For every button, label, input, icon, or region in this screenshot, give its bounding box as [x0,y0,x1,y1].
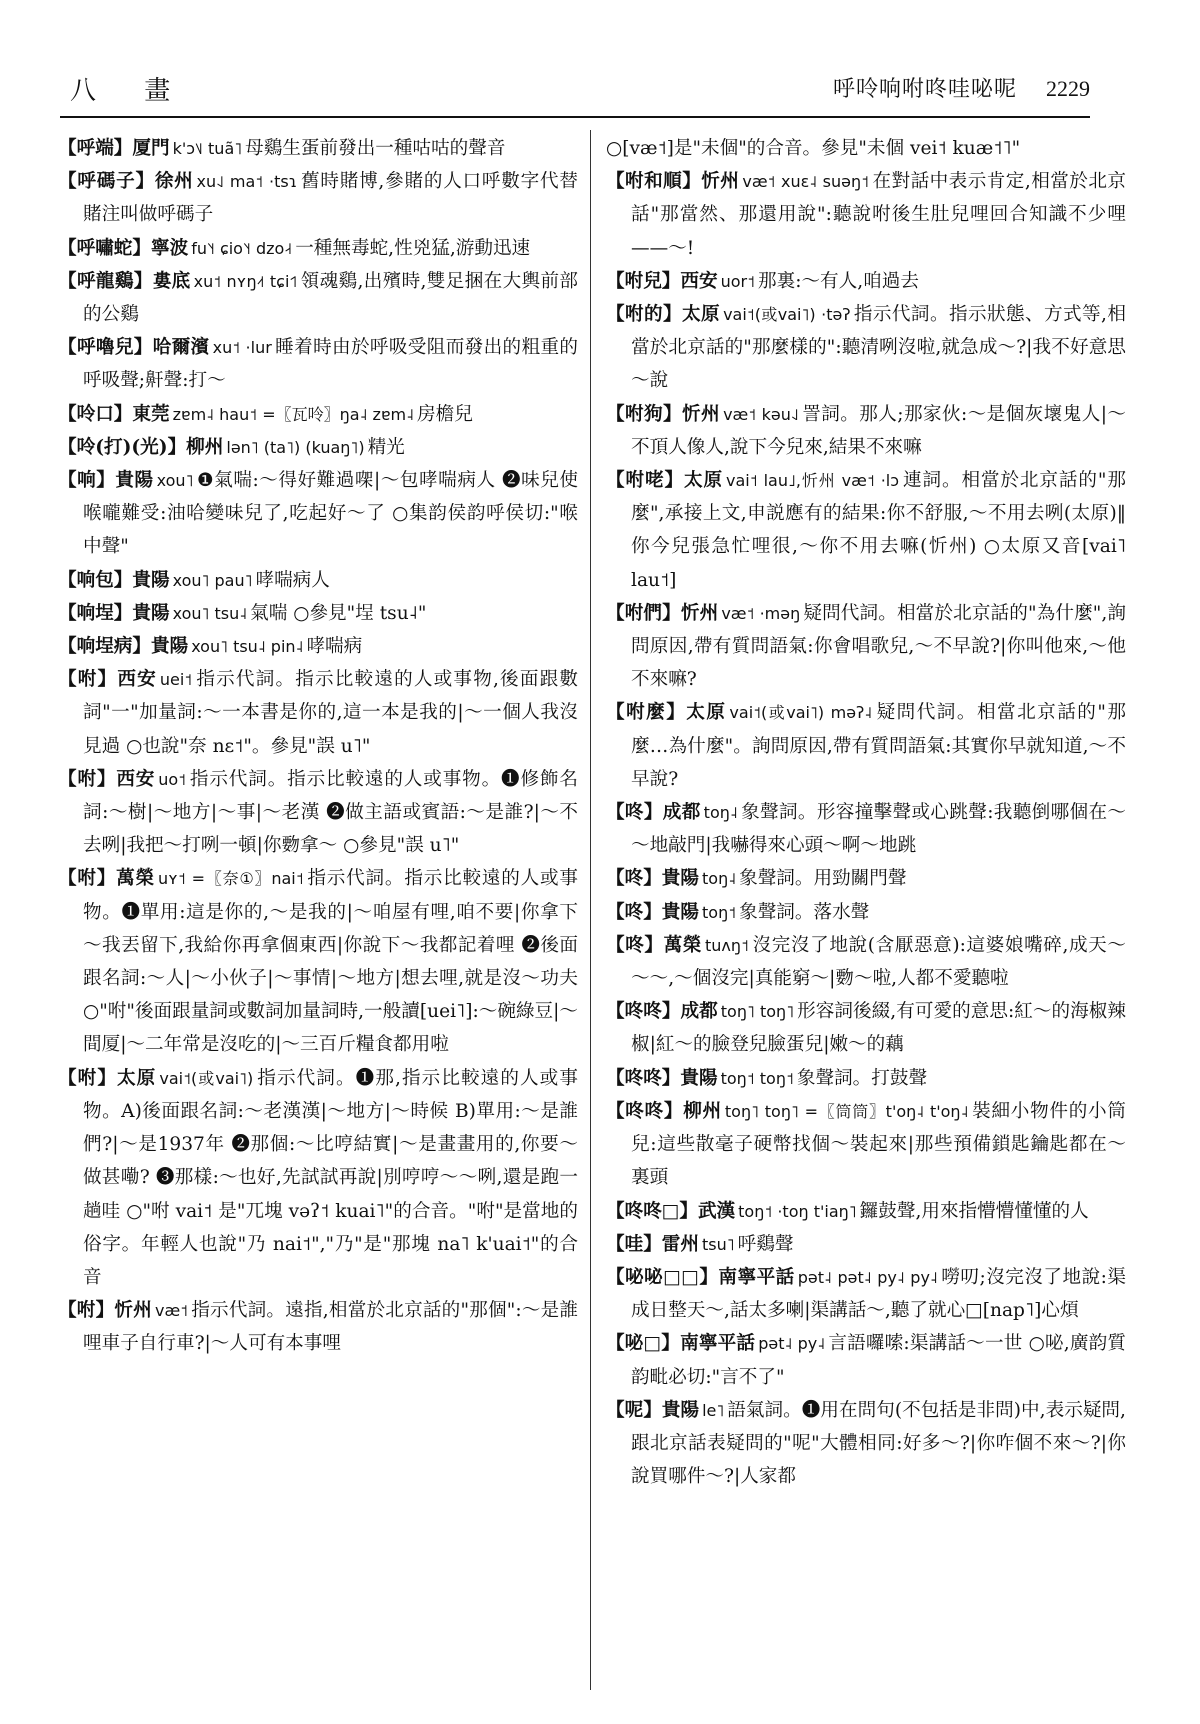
entry-definition: 領魂鷄,出殯時,雙足捆在大輿前部的公鷄 [83,270,578,326]
dictionary-entry [606,398,1126,464]
entry-phonetic: væ˦ ·məŋ [721,603,801,623]
entry-headword: 【咚咚】 [606,1067,681,1089]
entry-phonetic: uʏ˦ =〖奈①〗nai˦ [157,869,304,889]
entry-definition: 語氣詞。❶用在問句(不包括是非問)中,表示疑問,跟北京話表疑問的"呢"大體相同:好多～?|你咋個不來～?|你說買哪件～?|人家都 [631,1399,1126,1488]
dictionary-entry [606,1327,1126,1393]
entry-definition: 象聲詞。落水聲 [739,901,870,923]
entry-phonetic: toŋ˥ toŋ˥ =〖筒筒〗t'oŋ˨ t'oŋ˨ [724,1101,969,1121]
dictionary-entry [606,995,1126,1061]
entry-dialect: 成都 [680,1001,718,1023]
entry-dialect: 西安 [680,270,718,292]
entry-headword: 【呼端】 [58,138,133,159]
entry-dialect: 萬榮 [663,934,702,956]
entry-dialect: 貴陽 [661,901,699,923]
dictionary-entry [58,232,578,265]
dictionary-entry [606,165,1126,265]
entry-dialect: 寧波 [150,237,189,259]
entry-dialect: 哈爾濱 [152,337,210,359]
entry-phonetic: toŋ˦ ·toŋ t'iaŋ˥ [738,1201,857,1221]
entry-headword: 【咐兒】 [606,270,681,292]
entry-headword: 【咇□】 [606,1333,681,1355]
entry-headword: 【咚咚】 [606,1100,684,1122]
entry-phonetic: xu˨˩ ma˦ ·tsɿ [196,172,298,192]
dictionary-entry [606,1062,1126,1095]
entry-phonetic: toŋ˦ toŋ˦ [720,1068,794,1088]
dictionary-entry [58,165,578,231]
dictionary-entry [58,331,578,397]
dictionary-entry [606,929,1126,995]
entry-definition: 舊時賭博,參賭的人口呼數字代替賭注叫做呼碼子 [83,171,578,226]
entry-phonetic: uo˦ [158,769,187,789]
entry-definition: 一種無毒蛇,性兇猛,游動迅速 [295,237,531,259]
dictionary-entry [606,796,1126,862]
entry-definition: 在對話中表示肯定,相當於北京話"那當然、那還用說":聽說咐後生肚兒哩回合知識不少哩——～! [631,171,1126,259]
entry-phonetic: væ˦ xuɛ˨ suəŋ˦ [742,172,870,192]
dictionary-entry [606,464,1126,597]
dictionary-entry [58,398,578,431]
entry-definition: 母鷄生蛋前發出一種咕咕的聲音 [245,138,506,159]
entry-headword: 【咚】 [606,802,663,824]
entry-phonetic: fu˥˧ ɕio˥˧ dzo˨˧ [191,238,293,258]
entry-phonetic: xu˦ ·lur [212,338,272,358]
entry-headword: 【咚】 [606,868,662,890]
entry-headword: 【响埕】 [58,602,133,624]
entry-phonetic: lən˥ (ta˥) (kuaŋ˥) [226,437,365,457]
dictionary-entry [606,696,1126,796]
entry-definition: 嘮叨;沒完沒了地說:渠成日整天～,話太多喇|渠講話～,聽了就心□[nap˥]心煩 [631,1266,1126,1322]
dictionary-entry [606,1095,1126,1195]
entry-definition: 指示代詞。❶那,指示比較遠的人或事物。A)後面跟名詞:～老漢漢|～地方|～時候 B)單用:～是誰們?|～是1937年 ❷那個:～比哼結實|～是畫畫用的,你要～做甚嘞? ❸那樣:～也好,先試試再說|別哼哼～～咧,還是跑一趟哇 ○"咐 vai˦ 是"兀塊 vəʔ˦ kuai˥"的合音。"咐"是當地的俗字。年輕人也說"乃 nai˦","乃"是"那塊 na˥ k'uai˦"的合音 [83,1067,578,1288]
entry-headword: 【响】 [58,470,116,492]
entry-definition: 沒完沒了地說(含厭惡意):這婆娘嘴碎,成天～～～,～個沒完|真能窮～|覅～啦,人都不愛聽啦 [631,934,1126,990]
dictionary-entry [606,597,1126,697]
dictionary-entry [606,1261,1126,1327]
entry-definition: 睡着時由於呼吸受阻而發出的粗重的呼吸聲;鼾聲:打～ [83,337,578,392]
right-column [606,132,1126,1692]
entry-dialect: 西安 [116,768,156,790]
entry-phonetic: væ˦ kəu˨˩ [723,404,799,424]
entry-headword: 【呤(打)(光)】 [58,436,187,458]
entry-dialect: 忻州 [682,403,721,425]
entry-headword: 【咐們】 [606,602,681,624]
entry-definition: 哮喘病人 [255,569,330,591]
entry-headword: 【呢】 [606,1399,662,1421]
entry-headword: 【哇】 [606,1233,662,1255]
entry-headword: 【咚】 [606,934,664,956]
dictionary-entry [606,1228,1126,1261]
entry-headword: 【响埕病】 [58,636,151,658]
entry-dialect: 忻州 [701,171,740,193]
dictionary-entry [58,564,578,597]
dictionary-entry [58,597,578,630]
entry-dialect: 柳州 [683,1100,722,1122]
entry-phonetic: le˥ [702,1400,725,1420]
dictionary-entry [606,862,1126,895]
column-divider [590,130,591,1690]
entry-headword: 【咐麼】 [606,702,687,724]
entry-dialect: 貴陽 [132,569,170,591]
entry-phonetic: toŋ˨ [702,869,737,889]
entry-headword: 【响包】 [58,569,133,591]
entry-definition: 象聲詞。形容撞擊聲或心跳聲:我聽倒哪個在～～地敲門|我嚇得來心頭～啊～地跳 [631,802,1126,857]
entry-definition: 指示代詞。指示比較遠的人或事物。❶修飾名詞:～樹|～地方|～事|～老漢 ❷做主語或賓語:～是誰?|～不去咧|我把～打咧一頓|你覅拿～ ○參見"誤 u˥" [83,768,578,857]
section-label: 八 畫 [70,76,191,106]
dictionary-entry [606,298,1126,398]
entry-definition: 呼鷄聲 [737,1233,794,1255]
dictionary-entry [58,1062,578,1294]
entry-phonetic: uor˦ [720,271,755,291]
entry-phonetic: tsu˥ [702,1234,735,1254]
entry-phonetic: toŋ˨ [703,803,738,823]
entry-phonetic: toŋ˦ [702,902,737,922]
entry-dialect: 貴陽 [661,1399,700,1421]
entry-dialect: 柳州 [186,436,224,458]
entry-definition: 詈詞。那人;那家伙:～是個灰壞鬼人|～不頂人像人,說下今兒來,結果不來嘛 [631,403,1126,458]
entry-phonetic: xu˦ nʏŋ˨˦ tɕi˦˥ [193,271,298,291]
entry-headword: 【咐】 [58,1067,118,1089]
entry-dialect: 雷州 [661,1233,699,1255]
entry-dialect: 太原 [117,1067,157,1089]
entry-phonetic: pət˨ pət˨ py˨ py˨ [797,1267,938,1287]
entry-dialect: 忻州 [114,1300,152,1322]
entry-dialect: 西安 [117,669,157,691]
entry-definition: 指示代詞。指示狀態、方式等,相當於北京話的"那麼樣的":聽清咧沒啦,就急成～?|我不好意思～說 [631,304,1126,392]
entry-dialect: 南寧平話 [718,1266,795,1288]
entry-headword: 【咐咾】 [606,470,684,492]
entry-dialect: 武漢 [697,1200,736,1222]
entry-dialect: 貴陽 [132,602,170,624]
entry-dialect: 東莞 [132,403,170,425]
entry-headword: 【咐】 [58,768,117,790]
entry-headword: 【咐】 [58,1300,115,1322]
dictionary-entry [58,862,578,1061]
entry-dialect: 徐州 [154,171,194,193]
entry-phonetic: vai˦(或vai˥) məʔ˨ [729,703,873,723]
entry-headword: 【咚咚□】 [606,1200,698,1222]
entry-definition: 疑問代詞。相當北京話的"那麼…為什麼"。詢問原因,帶有質問語氣:其實你早就知道,～不早說? [631,702,1126,790]
entry-dialect: 太原 [682,304,721,326]
dictionary-entry [606,1394,1126,1494]
entry-phonetic: uei˦ [159,670,193,690]
entry-definition: 那裏:～有人,咱過去 [758,270,919,292]
entry-dialect: 忻州 [680,602,719,624]
header-characters: 呼呤响咐咚哇咇呢 [832,77,1017,102]
entry-dialect: 貴陽 [150,636,189,658]
entry-phonetic: xou˥ tsu˨ pin˨ [191,637,304,657]
entry-dialect: 貴陽 [115,470,154,492]
entry-phonetic: væ˦ [154,1301,189,1321]
entry-headword: 【咚】 [606,901,662,923]
entry-dialect: 貴陽 [661,868,699,890]
page-header [60,60,1090,118]
dictionary-entry [58,663,578,763]
entry-headword: 【呼龍鷄】 [58,270,153,292]
entry-phonetic: toŋ˥ toŋ˥ [720,1002,795,1022]
entry-definition: 指示代詞。指示比較遠的人或事物,後面跟數詞"一"加量詞:～一本書是你的,這一本是我的|～一個人我沒見過 ○也說"奈 nɛ˦"。參見"誤 u˥" [83,669,578,757]
entry-dialect: 厦門 [132,138,170,159]
entry-phonetic: k'ɔ˥˩ tuã˥ [172,139,243,158]
header-right [833,72,1090,103]
dictionary-entry [58,630,578,663]
entry-headword: 【咇咇□□】 [606,1266,719,1288]
entry-headword: 【咐】 [58,669,118,691]
entry-definition: 氣喘 ○參見"埕 tsu˨" [250,602,427,624]
entry-headword: 【咐的】 [606,304,683,326]
dictionary-entry [58,265,578,331]
entry-headword: 【咐】 [58,868,117,890]
entry-definition: 疑問代詞。相當於北京話的"為什麼",詢問原因,帶有質問語氣:你會唱歌兒,～不早說?|你叫他來,～他不來嘛? [631,602,1126,691]
dictionary-entry [606,896,1126,929]
entry-phonetic: xou˥ [156,471,194,491]
entry-dialect: 太原 [684,470,723,492]
dictionary-entry [58,431,578,464]
entry-headword: 【呼嚕兒】 [58,337,153,359]
entry-phonetic: xou˥ pau˥ [172,570,253,590]
entry-definition: ❶氣喘:～得好難過㗎|～包哮喘病人 ❷味兒使喉嚨難受:油哈變味兒了,吃起好～了 ○集韵侯韵呼侯切:"喉中聲" [83,470,578,558]
entry-definition: 房檐兒 [417,403,473,425]
entry-definition: 鑼鼓聲,用來指懵懵懂懂的人 [859,1200,1089,1222]
entry-definition: ○[væ˦]是"未個"的合音。參見"未個 vei˦ kuæ˦˥" [606,138,1021,159]
entry-headword: 【呤口】 [58,403,133,425]
entry-definition: 連詞。相當於北京話的"那麼",承接上文,申説應有的結果:你不舒服,～不用去咧(太原)‖你今兒張急忙哩很,～你不用去嘛(忻州) ○太原又音[vai˥ lau˦] [631,470,1126,591]
entry-definition: 精光 [367,436,405,458]
dictionary-entry [58,132,578,165]
entry-headword: 【咐狗】 [606,403,683,425]
entry-phonetic: xou˥ tsu˨ [172,603,248,623]
left-column [58,132,578,1692]
entry-phonetic: vai˦(或vai˥) ·təʔ [723,305,851,325]
entry-phonetic: vai˦(或vai˥) [159,1068,254,1088]
entry-dialect: 萬榮 [116,868,155,890]
entry-headword: 【呼嘯蛇】 [58,237,151,259]
entry-dialect: 成都 [662,802,701,824]
dictionary-entry [58,464,578,564]
dictionary-entry [58,1294,578,1360]
entry-phonetic: pət˨ py˨ [758,1334,826,1354]
entry-definition: 指示代詞。遠指,相當於北京話的"那個":～是誰哩車子自行車?|～人可有本事哩 [83,1300,578,1355]
entry-definition: 哮喘病 [306,636,363,658]
entry-definition: 指示代詞。指示比較遠的人或事物。❶單用:這是你的,～是我的|～咱屋有哩,咱不要|你拿下～我丟留下,我給你再拿個東西|你說下～我都記着哩 ❷後面跟名詞:～人|～小伙子|～事情|～地方|想去哩,就是沒～功夫 ○"咐"後面跟量詞或數詞加量詞時,一般讀[uei˥]:～碗綠豆|～間厦|～二年常是沒吃的|～三百斤糧食都用啦 [83,868,578,1056]
entry-headword: 【呼碼子】 [58,171,155,193]
entry-definition: 象聲詞。用勁關門聲 [739,868,907,890]
entry-dialect: 南寧平話 [680,1333,756,1355]
entry-definition: 言語囉嗦:渠講話～一世 ○咇,廣韵質韵毗必切:"言不了" [631,1333,1126,1388]
dictionary-entry [606,132,1126,165]
entry-headword: 【咚咚】 [606,1001,681,1023]
entry-definition: 象聲詞。打鼓聲 [796,1067,928,1089]
entry-phonetic: tuʌŋ˦ [705,935,749,955]
dictionary-entry [606,265,1126,298]
entry-phonetic: vai˦ lau˩,忻州 væ˦ ·lɔ [726,471,900,491]
entry-definition: 裝細小物件的小筒兒:這些散毫子硬幣找個～裝起來|那些預備鎖匙鑰匙都在～裏頭 [631,1100,1126,1189]
entry-dialect: 太原 [686,702,727,724]
entry-headword: 【咐和順】 [606,171,702,193]
dictionary-entry [58,763,578,863]
page-number: 2229 [1046,76,1090,101]
entry-dialect: 貴陽 [680,1067,718,1089]
entry-phonetic: zɐm˨ hau˦ =〖瓦呤〗ŋa˨ zɐm˨ [172,404,415,424]
entry-definition: 形容詞後綴,有可愛的意思:紅～的海椒辣椒|紅～的臉登兒臉蛋兒|嫩～的藕 [631,1001,1126,1056]
dictionary-entry [606,1195,1126,1228]
entry-dialect: 婁底 [152,270,191,292]
